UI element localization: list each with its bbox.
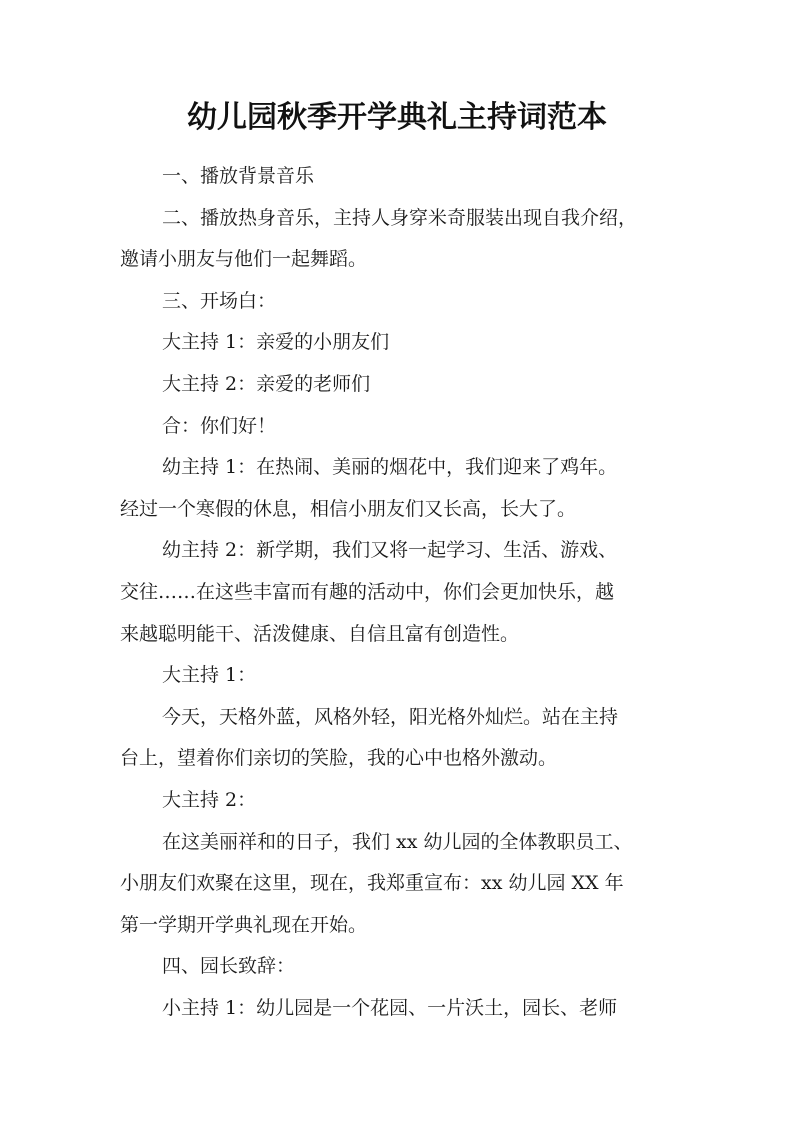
paragraph-line: 合：你们好！ [162,414,277,437]
paragraph-line: 今天，天格外蓝，风格外轻，阳光格外灿烂。站在主持 [162,705,619,728]
paragraph-line: 大主持 1： [162,664,257,687]
paragraph-line: 小朋友们欢聚在这里，现在，我郑重宣布：xx 幼儿园 XX 年 [120,872,624,895]
paragraph-line: 三、开场白： [162,289,277,312]
paragraph-line: 小主持 1：幼儿园是一个花园、一片沃土，园长、老师 [162,996,618,1019]
paragraph-line: 在这美丽祥和的日子，我们 xx 幼儿园的全体教职员工、 [162,830,633,853]
paragraph-line: 四、园长致辞： [162,955,296,978]
paragraph-line: 大主持 2： [162,788,257,811]
paragraph-line: 幼主持 1：在热闹、美丽的烟花中，我们迎来了鸡年。 [162,456,618,479]
paragraph-line: 一、播放背景音乐 [162,165,315,187]
paragraph-line: 来越聪明能干、活泼健康、自信且富有创造性。 [120,622,520,645]
paragraph-line: 二、播放热身音乐，主持人身穿米奇服装出现自我介绍， [162,206,638,229]
document-title: 幼儿园秋季开学典礼主持词范本 [187,100,607,135]
document-body [120,156,680,1029]
paragraph-line: 交往……在这些丰富而有趣的活动中，你们会更加快乐，越 [120,580,615,603]
paragraph-line: 经过一个寒假的休息，相信小朋友们又长高，长大了。 [120,497,577,520]
paragraph-line: 第一学期开学典礼现在开始。 [120,913,368,936]
paragraph-line: 邀请小朋友与他们一起舞蹈。 [120,248,368,271]
paragraph-line: 大主持 2：亲爱的老师们 [162,372,371,395]
paragraph-line: 大主持 1：亲爱的小朋友们 [162,331,390,354]
paragraph-line: 台上，望着你们亲切的笑脸，我的心中也格外激动。 [120,747,558,770]
paragraph-line: 幼主持 2：新学期，我们又将一起学习、生活、游戏、 [162,539,618,562]
